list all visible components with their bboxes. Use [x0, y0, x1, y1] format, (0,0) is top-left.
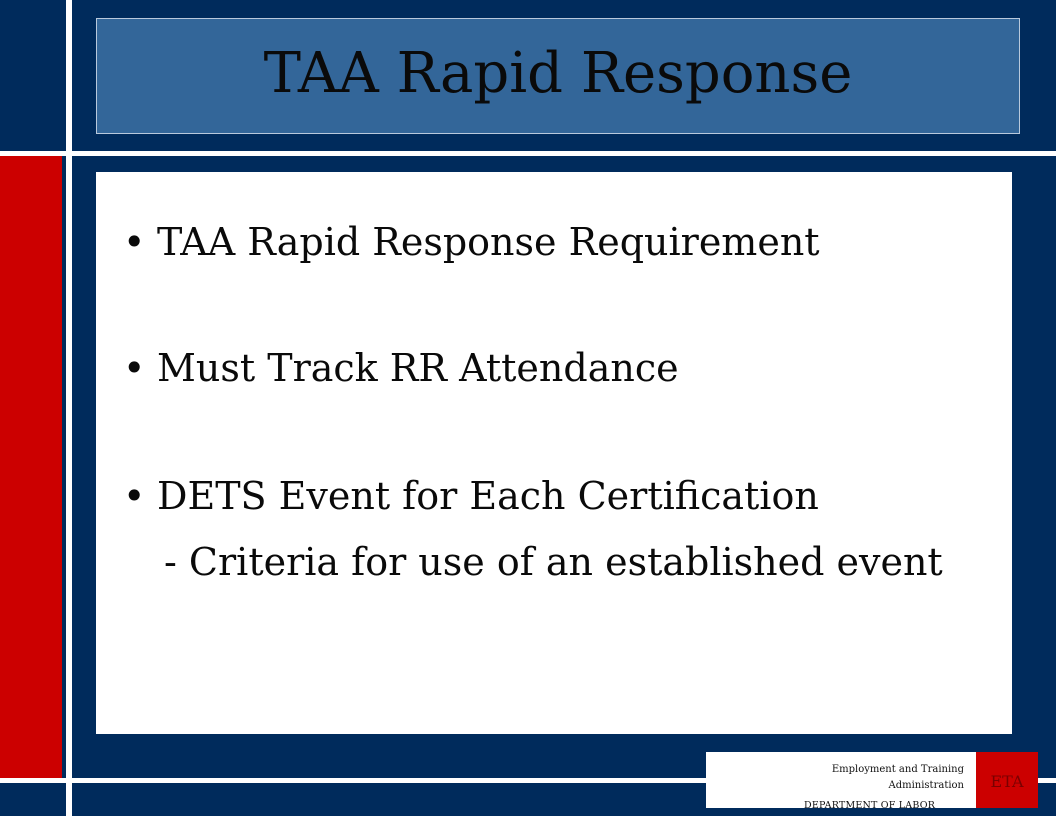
content-panel — [96, 172, 1012, 734]
bullet-item — [123, 220, 820, 264]
bullet-item — [123, 346, 679, 390]
eta-badge — [976, 752, 1038, 808]
red-side-band — [0, 156, 62, 778]
eta-badge-text: ETA — [990, 772, 1024, 791]
bullet-text: TAA Rapid Response Requirement — [157, 220, 820, 264]
bullet-dot: • — [123, 220, 146, 264]
bullet-dot: • — [123, 474, 146, 518]
bullet-dot: • — [123, 346, 146, 390]
title-banner — [96, 18, 1020, 134]
slide-title: TAA Rapid Response — [263, 40, 853, 106]
logo-line-2: Administration — [888, 780, 964, 791]
sub-bullet-text: - Criteria for use of an established event — [164, 540, 943, 584]
logo-text — [832, 762, 964, 794]
bullet-text: Must Track RR Attendance — [157, 346, 679, 390]
bullet-item — [123, 474, 819, 518]
logo-department: DEPARTMENT OF LABOR — [804, 800, 936, 811]
logo-line-1: Employment and Training — [831, 764, 964, 775]
vertical-divider-line — [66, 0, 72, 816]
top-divider-line — [0, 151, 1056, 156]
bullet-text: DETS Event for Each Certification — [157, 474, 819, 518]
eta-logo — [706, 752, 1038, 811]
